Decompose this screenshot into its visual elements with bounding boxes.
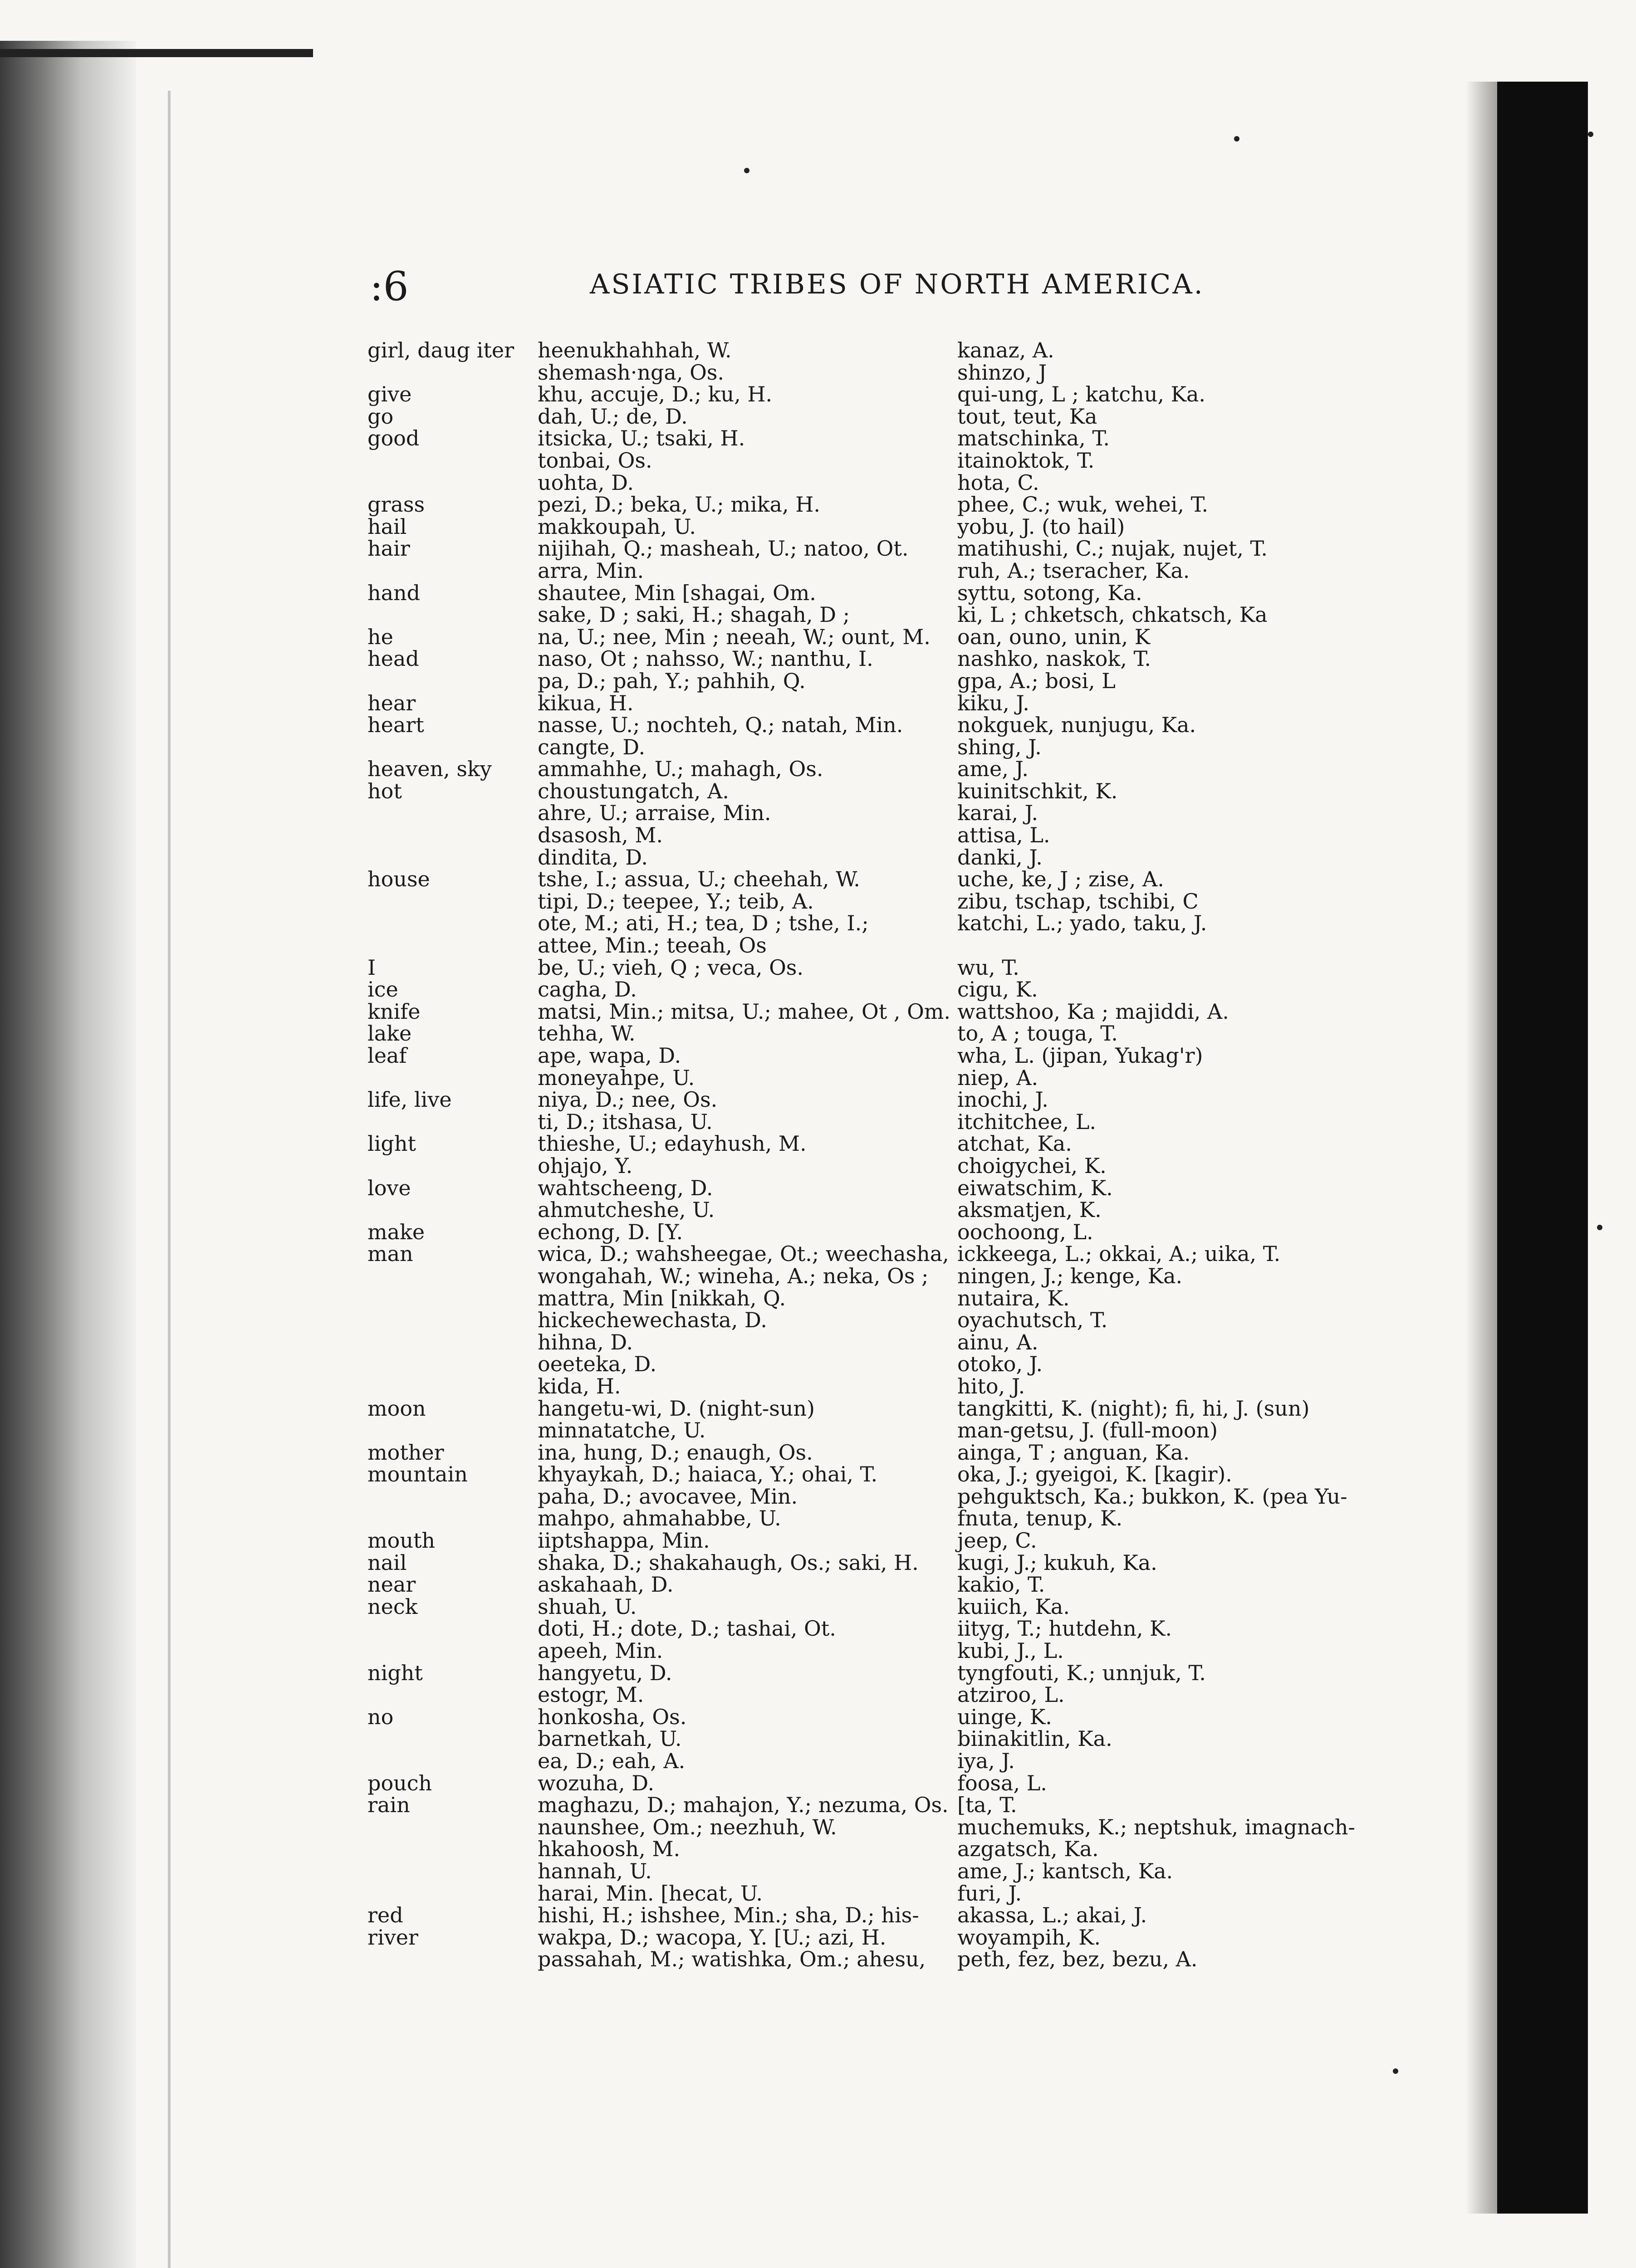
american-forms: shemash·nga, Os. bbox=[538, 360, 725, 385]
american-forms: hkahoosh, M. bbox=[538, 1837, 681, 1862]
english-word: light bbox=[367, 1131, 416, 1156]
english-word: love bbox=[367, 1175, 411, 1200]
vocabulary-row bbox=[0, 1419, 1636, 1442]
vocabulary-row bbox=[0, 516, 1636, 538]
american-forms: ammahhe, U.; mahagh, Os. bbox=[538, 757, 823, 782]
american-forms: sake, D ; saki, H.; shagah, D ; bbox=[538, 602, 850, 627]
vocabulary-row bbox=[0, 1552, 1636, 1574]
vocabulary-row bbox=[0, 1221, 1636, 1243]
american-forms: honkosha, Os. bbox=[538, 1704, 687, 1729]
english-word: knife bbox=[367, 999, 421, 1024]
american-forms: passahah, M.; watishka, Om.; ahesu, bbox=[538, 1947, 926, 1972]
vocabulary-row bbox=[0, 1067, 1636, 1089]
english-word: moon bbox=[367, 1396, 426, 1421]
asiatic-forms: cigu, K. bbox=[957, 977, 1038, 1002]
english-word: hot bbox=[367, 778, 402, 803]
vocabulary-row bbox=[0, 912, 1636, 934]
vocabulary-row bbox=[0, 1882, 1636, 1905]
american-forms: na, U.; nee, Min ; neeah, W.; ount, M. bbox=[538, 624, 931, 649]
american-forms: iiptshappa, Min. bbox=[538, 1528, 710, 1553]
vocabulary-row bbox=[0, 802, 1636, 824]
asiatic-forms: furi, J. bbox=[957, 1881, 1022, 1906]
asiatic-forms: kiku, J. bbox=[957, 690, 1029, 715]
american-forms: paha, D.; avocavee, Min. bbox=[538, 1484, 798, 1509]
asiatic-forms: peth, fez, bez, bezu, A. bbox=[957, 1947, 1198, 1972]
american-forms: cangte, D. bbox=[538, 734, 646, 759]
american-forms: hannah, U. bbox=[538, 1858, 652, 1883]
running-title: ASIATIC TRIBES OF NORTH AMERICA. bbox=[590, 269, 1205, 300]
vocabulary-row bbox=[0, 1398, 1636, 1420]
asiatic-forms: oyachutsch, T. bbox=[957, 1308, 1108, 1333]
asiatic-forms: biinakitlin, Ka. bbox=[957, 1726, 1112, 1751]
asiatic-forms: fnuta, tenup, K. bbox=[957, 1506, 1123, 1531]
asiatic-forms: wha, L. (jipan, Yukag'r) bbox=[957, 1043, 1203, 1068]
asiatic-forms: niep, A. bbox=[957, 1065, 1038, 1090]
american-forms: echong, D. [Y. bbox=[538, 1219, 683, 1244]
asiatic-forms: kanaz, A. bbox=[957, 338, 1054, 362]
american-forms: wica, D.; wahsheegae, Ot.; weechasha, bbox=[538, 1242, 949, 1266]
vocabulary-row bbox=[0, 1618, 1636, 1640]
english-word: life, live bbox=[367, 1087, 452, 1112]
american-forms: wahtscheeng, D. bbox=[538, 1175, 713, 1200]
asiatic-forms: danki, J. bbox=[957, 845, 1043, 870]
asiatic-forms: nashko, naskok, T. bbox=[957, 646, 1151, 671]
vocabulary-row bbox=[0, 427, 1636, 450]
vocabulary-row bbox=[0, 1199, 1636, 1221]
asiatic-forms: eiwatschim, K. bbox=[957, 1175, 1113, 1200]
asiatic-forms: atchat, Ka. bbox=[957, 1131, 1072, 1156]
asiatic-forms: inochi, J. bbox=[957, 1087, 1048, 1112]
asiatic-forms: katchi, L.; yado, taku, J. bbox=[957, 911, 1207, 936]
american-forms: hishi, H.; ishshee, Min.; sha, D.; his- bbox=[538, 1903, 919, 1928]
vocabulary-row bbox=[0, 1772, 1636, 1794]
asiatic-forms: hota, C. bbox=[957, 470, 1039, 495]
vocabulary-row bbox=[0, 1353, 1636, 1375]
american-forms: makkoupah, U. bbox=[538, 514, 696, 539]
asiatic-forms: yobu, J. (to hail) bbox=[957, 514, 1125, 539]
top-rule bbox=[0, 49, 313, 57]
asiatic-forms: iityg, T.; hutdehn, K. bbox=[957, 1616, 1172, 1641]
asiatic-forms: ickkeega, L.; okkai, A.; uika, T. bbox=[957, 1242, 1281, 1266]
american-forms: attee, Min.; teeah, Os bbox=[538, 933, 767, 958]
page-number: :6 bbox=[370, 263, 409, 310]
vocabulary-row bbox=[0, 450, 1636, 472]
english-word: I bbox=[367, 955, 376, 980]
vocabulary-row bbox=[0, 1860, 1636, 1882]
vocabulary-row bbox=[0, 780, 1636, 802]
english-word: mother bbox=[367, 1440, 444, 1465]
vocabulary-row bbox=[0, 1463, 1636, 1486]
vocabulary-row bbox=[0, 1331, 1636, 1354]
american-forms: hangetu-wi, D. (night-sun) bbox=[538, 1396, 815, 1421]
vocabulary-row bbox=[0, 406, 1636, 428]
vocabulary-row bbox=[0, 1045, 1636, 1067]
vocabulary-row bbox=[0, 1904, 1636, 1926]
asiatic-forms: hito, J. bbox=[957, 1374, 1025, 1398]
american-forms: khu, accuje, D.; ku, H. bbox=[538, 382, 773, 407]
asiatic-forms: oan, ouno, unin, K bbox=[957, 624, 1151, 649]
american-forms: apeeh, Min. bbox=[538, 1638, 663, 1663]
english-word: heaven, sky bbox=[367, 757, 492, 782]
asiatic-forms: ainu, A. bbox=[957, 1330, 1038, 1354]
american-forms: itsicka, U.; tsaki, H. bbox=[538, 426, 745, 451]
vocabulary-row bbox=[0, 1728, 1636, 1750]
american-forms: be, U.; vieh, Q ; veca, Os. bbox=[538, 955, 804, 980]
vocabulary-row bbox=[0, 648, 1636, 670]
english-word: rain bbox=[367, 1793, 410, 1818]
english-word: girl, daug iter bbox=[367, 338, 514, 362]
vocabulary-row bbox=[0, 1948, 1636, 1970]
asiatic-forms: oka, J.; gyeigoi, K. [kagir). bbox=[957, 1462, 1232, 1487]
vocabulary-row bbox=[0, 1486, 1636, 1508]
vocabulary-row bbox=[0, 362, 1636, 384]
american-forms: harai, Min. [hecat, U. bbox=[538, 1881, 763, 1906]
american-forms: barnetkah, U. bbox=[538, 1726, 682, 1751]
vocabulary-row bbox=[0, 339, 1636, 362]
american-forms: tehha, W. bbox=[538, 1021, 636, 1046]
american-forms: ina, hung, D.; enaugh, Os. bbox=[538, 1440, 813, 1465]
asiatic-forms: karai, J. bbox=[957, 801, 1038, 826]
english-word: mouth bbox=[367, 1528, 436, 1553]
american-forms: wakpa, D.; wacopa, Y. [U.; azi, H. bbox=[538, 1925, 887, 1950]
american-forms: moneyahpe, U. bbox=[538, 1065, 695, 1090]
asiatic-forms: pehguktsch, Ka.; bukkon, K. (pea Yu- bbox=[957, 1484, 1347, 1509]
american-forms: khyaykah, D.; haiaca, Y.; ohai, T. bbox=[538, 1462, 878, 1487]
english-word: give bbox=[367, 382, 412, 407]
vocabulary-row bbox=[0, 978, 1636, 1001]
asiatic-forms: [ta, T. bbox=[957, 1793, 1017, 1818]
vocabulary-row bbox=[0, 868, 1636, 890]
asiatic-forms: attisa, L. bbox=[957, 823, 1050, 848]
asiatic-forms: wu, T. bbox=[957, 955, 1019, 980]
american-forms: ahmutcheshe, U. bbox=[538, 1198, 715, 1222]
american-forms: dah, U.; de, D. bbox=[538, 404, 688, 429]
american-forms: mattra, Min [nikkah, Q. bbox=[538, 1286, 786, 1310]
american-forms: dsasosh, M. bbox=[538, 823, 663, 848]
english-word: mountain bbox=[367, 1462, 468, 1487]
english-word: house bbox=[367, 867, 430, 892]
asiatic-forms: ame, J. bbox=[957, 757, 1029, 782]
american-forms: mahpo, ahmahabbe, U. bbox=[538, 1506, 781, 1531]
asiatic-forms: wattshoo, Ka ; majiddi, A. bbox=[957, 999, 1229, 1024]
asiatic-forms: ki, L ; chketsch, chkatsch, Ka bbox=[957, 602, 1268, 627]
vocabulary-row bbox=[0, 736, 1636, 758]
vocabulary-row bbox=[0, 560, 1636, 582]
american-forms: maghazu, D.; mahajon, Y.; nezuma, Os. bbox=[538, 1793, 949, 1818]
asiatic-forms: kubi, J., L. bbox=[957, 1638, 1064, 1663]
english-word: red bbox=[367, 1903, 403, 1928]
american-forms: pa, D.; pah, Y.; pahhih, Q. bbox=[538, 668, 806, 693]
vocabulary-row bbox=[0, 1287, 1636, 1310]
american-forms: kikua, H. bbox=[538, 690, 634, 715]
asiatic-forms: woyampih, K. bbox=[957, 1925, 1101, 1950]
asiatic-forms: foosa, L. bbox=[957, 1770, 1047, 1795]
american-forms: hihna, D. bbox=[538, 1330, 633, 1354]
vocabulary-row bbox=[0, 1022, 1636, 1045]
vocabulary-row bbox=[0, 582, 1636, 604]
asiatic-forms: ainga, T ; anguan, Ka. bbox=[957, 1440, 1190, 1465]
vocabulary-row bbox=[0, 626, 1636, 648]
vocabulary-row bbox=[0, 1089, 1636, 1111]
american-forms: estogr, M. bbox=[538, 1682, 644, 1707]
speck bbox=[1393, 2068, 1398, 2074]
asiatic-forms: itainoktok, T. bbox=[957, 448, 1095, 473]
vocabulary-row bbox=[0, 1684, 1636, 1706]
vocabulary-row bbox=[0, 1706, 1636, 1728]
asiatic-forms: itchitchee, L. bbox=[957, 1109, 1097, 1134]
speck bbox=[1588, 132, 1593, 137]
vocabulary-row bbox=[0, 1926, 1636, 1949]
asiatic-forms: aksmatjen, K. bbox=[957, 1198, 1102, 1222]
vocabulary-row bbox=[0, 1177, 1636, 1199]
asiatic-forms: matihushi, C.; nujak, nujet, T. bbox=[957, 536, 1268, 561]
vocabulary-row bbox=[0, 538, 1636, 560]
english-word: pouch bbox=[367, 1770, 432, 1795]
asiatic-forms: uche, ke, J ; zise, A. bbox=[957, 867, 1164, 892]
vocabulary-row bbox=[0, 1155, 1636, 1177]
asiatic-forms: iya, J. bbox=[957, 1749, 1015, 1773]
asiatic-forms: gpa, A.; bosi, L bbox=[957, 668, 1116, 693]
american-forms: doti, H.; dote, D.; tashai, Ot. bbox=[538, 1616, 836, 1641]
asiatic-forms: man-getsu, J. (full-moon) bbox=[957, 1418, 1218, 1443]
asiatic-forms: tout, teut, Ka bbox=[957, 404, 1097, 429]
vocabulary-row bbox=[0, 1442, 1636, 1464]
asiatic-forms: choigychei, K. bbox=[957, 1153, 1107, 1178]
asiatic-forms: ruh, A.; tseracher, Ka. bbox=[957, 558, 1190, 583]
english-word: make bbox=[367, 1219, 425, 1244]
asiatic-forms: muchemuks, K.; neptshuk, imagnach- bbox=[957, 1814, 1355, 1839]
english-word: go bbox=[367, 404, 394, 429]
asiatic-forms: kuiich, Ka. bbox=[957, 1594, 1070, 1619]
vocabulary-row bbox=[0, 1309, 1636, 1331]
asiatic-forms: azgatsch, Ka. bbox=[957, 1837, 1099, 1862]
vocabulary-row bbox=[0, 1750, 1636, 1772]
english-word: nail bbox=[367, 1550, 407, 1575]
american-forms: minnatatche, U. bbox=[538, 1418, 706, 1443]
asiatic-forms: jeep, C. bbox=[957, 1528, 1037, 1553]
american-forms: ti, D.; itshasa, U. bbox=[538, 1109, 713, 1134]
vocabulary-row bbox=[0, 1265, 1636, 1287]
american-forms: hangyetu, D. bbox=[538, 1660, 672, 1685]
american-forms: naunshee, Om.; neezhuh, W. bbox=[538, 1814, 837, 1839]
vocabulary-row bbox=[0, 1133, 1636, 1155]
english-word: hear bbox=[367, 690, 416, 715]
vocabulary-row bbox=[0, 1838, 1636, 1860]
american-forms: wozuha, D. bbox=[538, 1770, 655, 1795]
asiatic-forms: kugi, J.; kukuh, Ka. bbox=[957, 1550, 1157, 1575]
english-word: hair bbox=[367, 536, 410, 561]
speck bbox=[1234, 136, 1239, 142]
asiatic-forms: shing, J. bbox=[957, 734, 1042, 759]
american-forms: shaka, D.; shakahaugh, Os.; saki, H. bbox=[538, 1550, 919, 1575]
american-forms: nasse, U.; nochteh, Q.; natah, Min. bbox=[538, 713, 903, 738]
asiatic-forms: atziroo, L. bbox=[957, 1682, 1065, 1707]
english-word: hail bbox=[367, 514, 407, 539]
vocabulary-row bbox=[0, 383, 1636, 406]
asiatic-forms: tangkitti, K. (night); fi, hi, J. (sun) bbox=[957, 1396, 1310, 1421]
vocabulary-row bbox=[0, 1816, 1636, 1838]
vocabulary-row bbox=[0, 758, 1636, 780]
american-forms: tonbai, Os. bbox=[538, 448, 652, 473]
american-forms: tipi, D.; teepee, Y.; teib, A. bbox=[538, 889, 814, 914]
vocabulary-row bbox=[0, 714, 1636, 736]
vocabulary-row bbox=[0, 1596, 1636, 1618]
asiatic-forms: nokguek, nunjugu, Ka. bbox=[957, 713, 1196, 738]
english-word: leaf bbox=[367, 1043, 407, 1068]
vocabulary-table bbox=[0, 339, 1636, 1970]
american-forms: shautee, Min [shagai, Om. bbox=[538, 580, 816, 605]
american-forms: naso, Ot ; nahsso, W.; nanthu, I. bbox=[538, 646, 873, 671]
vocabulary-row bbox=[0, 494, 1636, 516]
asiatic-forms: uinge, K. bbox=[957, 1704, 1052, 1729]
english-word: heart bbox=[367, 713, 424, 738]
asiatic-forms: nutaira, K. bbox=[957, 1286, 1070, 1310]
asiatic-forms: oochoong, L. bbox=[957, 1219, 1093, 1244]
american-forms: oeeteka, D. bbox=[538, 1352, 657, 1377]
asiatic-forms: shinzo, J bbox=[957, 360, 1047, 385]
asiatic-forms: akassa, L.; akai, J. bbox=[957, 1903, 1147, 1928]
american-forms: matsi, Min.; mitsa, U.; mahee, Ot , Om. bbox=[538, 999, 951, 1024]
american-forms: uohta, D. bbox=[538, 470, 634, 495]
american-forms: ahre, U.; arraise, Min. bbox=[538, 801, 771, 826]
vocabulary-row bbox=[0, 1530, 1636, 1552]
english-word: river bbox=[367, 1925, 418, 1950]
english-word: grass bbox=[367, 492, 425, 517]
american-forms: heenukhahhah, W. bbox=[538, 338, 732, 362]
american-forms: nijihah, Q.; masheah, U.; natoo, Ot. bbox=[538, 536, 909, 561]
vocabulary-row bbox=[0, 934, 1636, 957]
vocabulary-row bbox=[0, 1001, 1636, 1023]
english-word: lake bbox=[367, 1021, 412, 1046]
american-forms: niya, D.; nee, Os. bbox=[538, 1087, 718, 1112]
asiatic-forms: kakio, T. bbox=[957, 1572, 1045, 1597]
vocabulary-row bbox=[0, 1794, 1636, 1816]
vocabulary-row bbox=[0, 1640, 1636, 1662]
asiatic-forms: zibu, tschap, tschibi, C bbox=[957, 889, 1199, 914]
english-word: man bbox=[367, 1242, 413, 1266]
english-word: neck bbox=[367, 1594, 418, 1619]
american-forms: wongahah, W.; wineha, A.; neka, Os ; bbox=[538, 1263, 929, 1288]
vocabulary-row bbox=[0, 890, 1636, 913]
american-forms: choustungatch, A. bbox=[538, 778, 729, 803]
american-forms: askahaah, D. bbox=[538, 1572, 674, 1597]
asiatic-forms: ningen, J.; kenge, Ka. bbox=[957, 1263, 1183, 1288]
asiatic-forms: phee, C.; wuk, wehei, T. bbox=[957, 492, 1209, 517]
english-word: night bbox=[367, 1660, 423, 1685]
english-word: head bbox=[367, 646, 419, 671]
vocabulary-row bbox=[0, 1574, 1636, 1596]
vocabulary-row bbox=[0, 604, 1636, 626]
english-word: hand bbox=[367, 580, 421, 605]
speck bbox=[744, 168, 749, 173]
american-forms: ohjajo, Y. bbox=[538, 1153, 633, 1178]
american-forms: pezi, D.; beka, U.; mika, H. bbox=[538, 492, 820, 517]
american-forms: ote, M.; ati, H.; tea, D ; tshe, I.; bbox=[538, 911, 869, 936]
american-forms: arra, Min. bbox=[538, 558, 644, 583]
american-forms: ea, D.; eah, A. bbox=[538, 1749, 686, 1773]
american-forms: ape, wapa, D. bbox=[538, 1043, 681, 1068]
american-forms: cagha, D. bbox=[538, 977, 637, 1002]
vocabulary-row bbox=[0, 1375, 1636, 1398]
vocabulary-row bbox=[0, 1243, 1636, 1265]
american-forms: hickechewechasta, D. bbox=[538, 1308, 767, 1333]
asiatic-forms: tyngfouti, K.; unnjuk, T. bbox=[957, 1660, 1206, 1685]
vocabulary-row bbox=[0, 824, 1636, 846]
vocabulary-row bbox=[0, 1507, 1636, 1530]
american-forms: tshe, I.; assua, U.; cheehah, W. bbox=[538, 867, 860, 892]
vocabulary-row bbox=[0, 670, 1636, 692]
vocabulary-row bbox=[0, 957, 1636, 979]
english-word: he bbox=[367, 624, 393, 649]
vocabulary-row bbox=[0, 1662, 1636, 1684]
vocabulary-row bbox=[0, 846, 1636, 869]
asiatic-forms: kuinitschkit, K. bbox=[957, 778, 1118, 803]
asiatic-forms: matschinka, T. bbox=[957, 426, 1110, 451]
english-word: near bbox=[367, 1572, 416, 1597]
american-forms: dindita, D. bbox=[538, 845, 648, 870]
american-forms: shuah, U. bbox=[538, 1594, 637, 1619]
american-forms: kida, H. bbox=[538, 1374, 621, 1398]
asiatic-forms: ame, J.; kantsch, Ka. bbox=[957, 1858, 1173, 1883]
english-word: good bbox=[367, 426, 420, 451]
asiatic-forms: syttu, sotong, Ka. bbox=[957, 580, 1142, 605]
english-word: ice bbox=[367, 977, 398, 1002]
english-word: no bbox=[367, 1704, 394, 1729]
vocabulary-row bbox=[0, 692, 1636, 714]
vocabulary-row bbox=[0, 1111, 1636, 1133]
vocabulary-row bbox=[0, 472, 1636, 494]
asiatic-forms: to, A ; touga, T. bbox=[957, 1021, 1118, 1046]
asiatic-forms: otoko, J. bbox=[957, 1352, 1043, 1377]
asiatic-forms: qui-ung, L ; katchu, Ka. bbox=[957, 382, 1206, 407]
american-forms: thieshe, U.; edayhush, M. bbox=[538, 1131, 807, 1156]
